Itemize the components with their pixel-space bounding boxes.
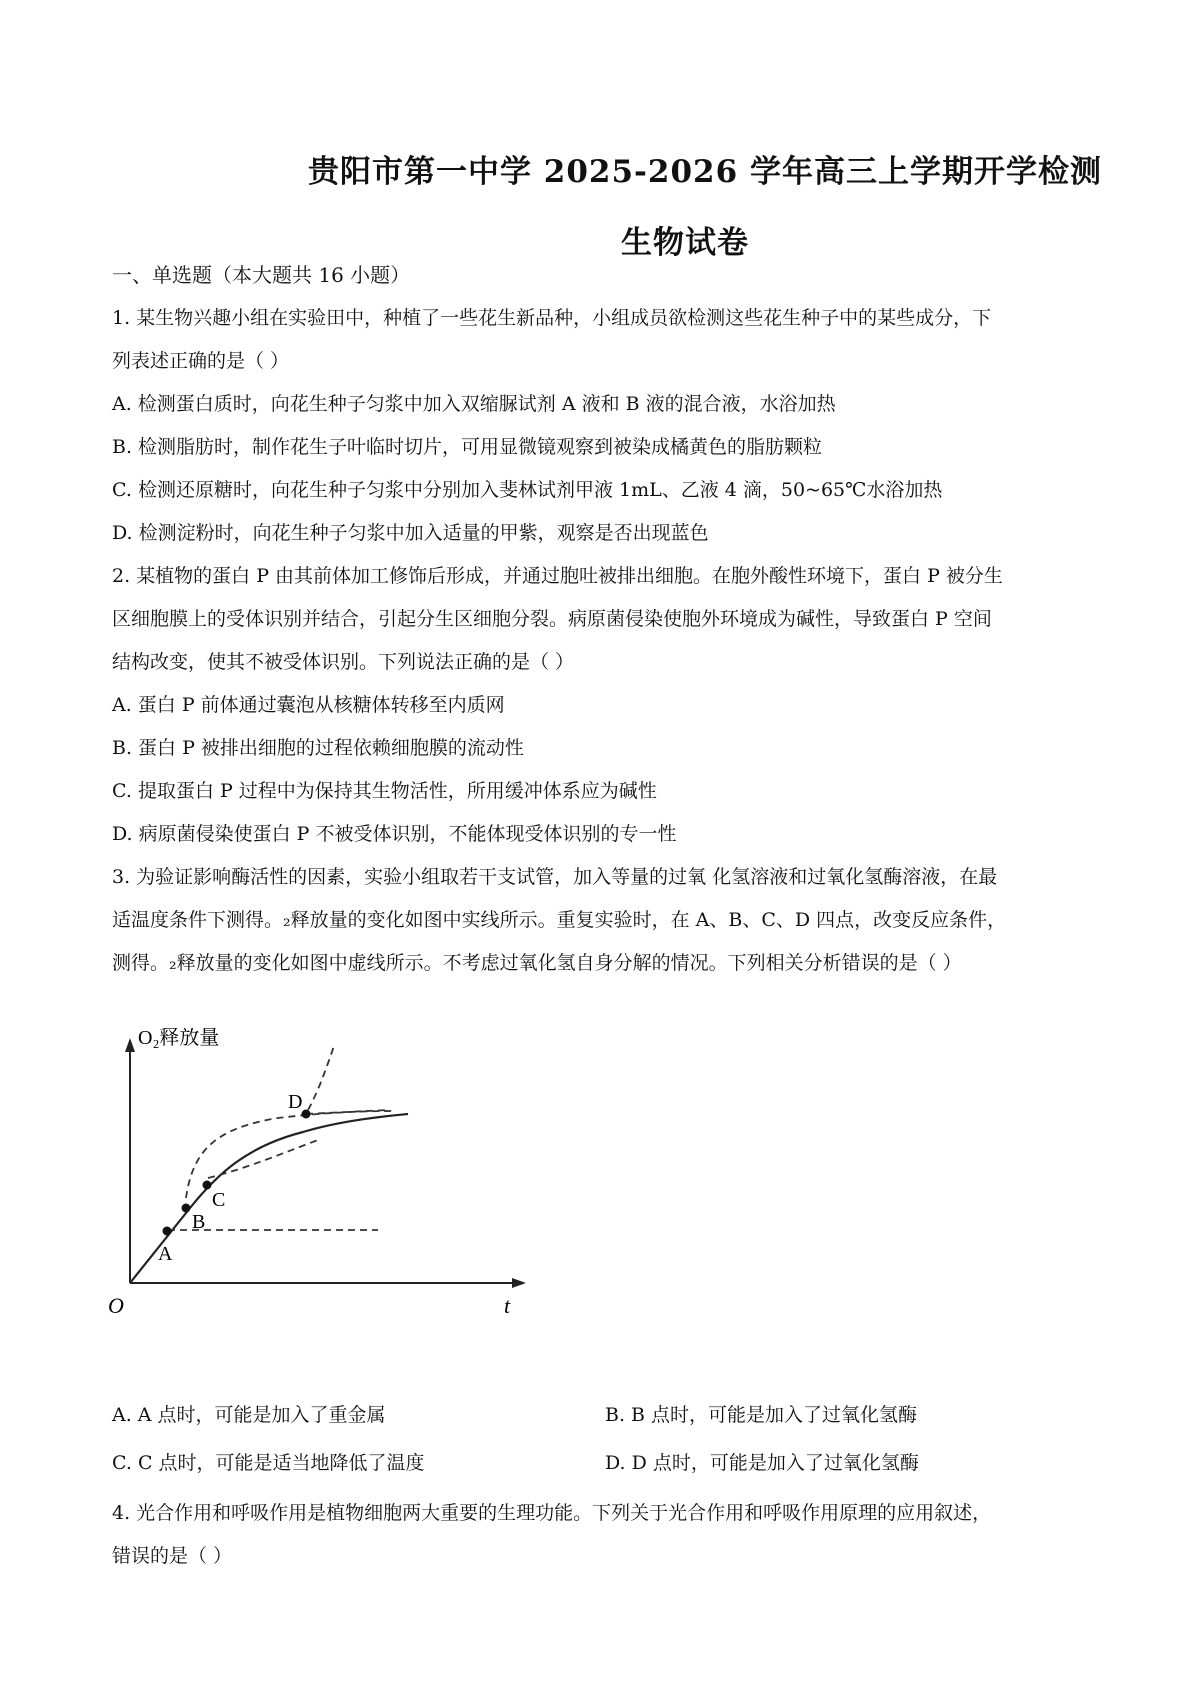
q2-stem-line-3: 结构改变，使其不被受体识别。下列说法正确的是（ ） bbox=[112, 651, 575, 673]
q1-option-d: D. 检测淀粉时，向花生种子匀浆中加入适量的甲紫，观察是否出现蓝色 bbox=[112, 522, 709, 544]
x-axis-arrow-icon bbox=[512, 1278, 526, 1288]
q2-option-b: B. 蛋白 P 被排出细胞的过程依赖细胞膜的流动性 bbox=[112, 737, 524, 759]
origin-label: O bbox=[108, 1293, 124, 1318]
q1-stem-line-2: 列表述正确的是（ ） bbox=[112, 350, 290, 372]
q2-stem-line-1: 2. 某植物的蛋白 P 由其前体加工修饰后形成，并通过胞吐被排出细胞。在胞外酸性环境下，蛋白 P 被分生 bbox=[112, 565, 1003, 587]
point-d-label: D bbox=[288, 1091, 303, 1113]
q3-option-a: A. A 点时，可能是加入了重金属 bbox=[112, 1404, 386, 1426]
q3-figure bbox=[108, 1028, 538, 1318]
q1-option-b: B. 检测脂肪时，制作花生子叶临时切片，可用显微镜观察到被染成橘黄色的脂肪颗粒 bbox=[112, 436, 823, 458]
q2-option-c: C. 提取蛋白 P 过程中为保持其生物活性，所用缓冲体系应为碱性 bbox=[112, 780, 657, 802]
point-a-label: A bbox=[158, 1243, 173, 1265]
q3-option-c: C. C 点时，可能是适当地降低了温度 bbox=[112, 1452, 425, 1474]
point-c bbox=[203, 1181, 212, 1190]
y-axis-label: O₂释放量 bbox=[138, 1028, 220, 1049]
q3-option-b: B. B 点时，可能是加入了过氧化氢酶 bbox=[605, 1404, 918, 1426]
q4-stem-line-2: 错误的是（ ） bbox=[112, 1545, 233, 1567]
point-d bbox=[302, 1110, 311, 1119]
q3-stem-line-1: 3. 为验证影响酶活性的因素，实验小组取若干支试管，加入等量的过氧 化氢溶液和过氧化氢酶溶液，在最 bbox=[112, 866, 998, 888]
section-heading: 一、单选题（本大题共 16 小题） bbox=[112, 263, 411, 287]
q1-option-c: C. 检测还原糖时，向花生种子匀浆中分别加入斐林试剂甲液 1mL、乙液 4 滴，50~65℃水浴加热 bbox=[112, 479, 943, 501]
q2-option-d: D. 病原菌侵染使蛋白 P 不被受体识别，不能体现受体识别的专一性 bbox=[112, 823, 677, 845]
dashed-curve-d bbox=[308, 1046, 334, 1110]
q2-option-a: A. 蛋白 P 前体通过囊泡从核糖体转移至内质网 bbox=[112, 694, 505, 716]
exam-subtitle: 生物试卷 bbox=[621, 225, 749, 261]
point-a bbox=[163, 1227, 172, 1236]
q1-stem-line-1: 1. 某生物兴趣小组在实验田中，种植了一些花生新品种，小组成员欲检测这些花生种子中的某些成分，下 bbox=[112, 307, 992, 329]
point-b bbox=[182, 1204, 191, 1213]
q4-stem-line-1: 4. 光合作用和呼吸作用是植物细胞两大重要的生理功能。下列关于光合作用和呼吸作用原理的应用叙述， bbox=[112, 1502, 992, 1524]
q3-stem-line-2: 适温度条件下测得。₂释放量的变化如图中实线所示。重复实验时，在 A、B、C、D 四点，改变反应条件， bbox=[112, 909, 1007, 931]
q3-option-d: D. D 点时，可能是加入了过氧化氢酶 bbox=[605, 1452, 919, 1474]
q2-stem-line-2: 区细胞膜上的受体识别并结合，引起分生区细胞分裂。病原菌侵染使胞外环境成为碱性，导致蛋白 P 空间 bbox=[112, 608, 992, 630]
q3-stem-line-3: 测得。₂释放量的变化如图中虚线所示。不考虑过氧化氢自身分解的情况。下列相关分析错误的是（ ） bbox=[112, 952, 962, 974]
exam-title: 贵阳市第一中学 2025-2026 学年高三上学期开学检测 bbox=[307, 154, 1102, 190]
point-b-label: B bbox=[192, 1211, 206, 1233]
x-axis-label: t bbox=[504, 1293, 511, 1318]
point-c-label: C bbox=[212, 1189, 226, 1211]
dashed-curve-b bbox=[186, 1111, 393, 1198]
y-axis-arrow-icon bbox=[125, 1038, 135, 1052]
q1-option-a: A. 检测蛋白质时，向花生种子匀浆中加入双缩脲试剂 A 液和 B 液的混合液，水浴加热 bbox=[112, 393, 836, 415]
